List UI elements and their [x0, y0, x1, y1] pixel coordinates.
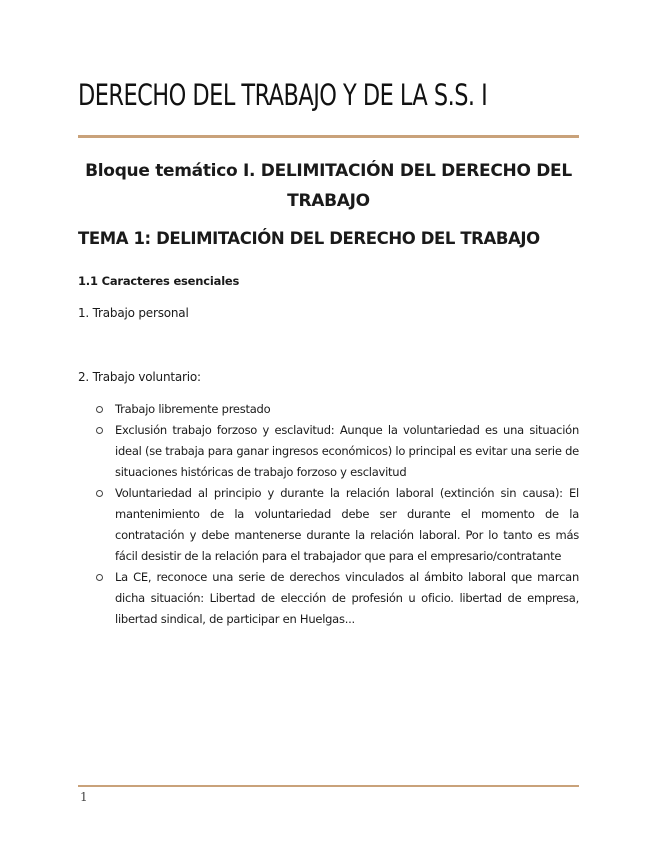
- tema-title: TEMA 1: DELIMITACIÓN DEL DERECHO DEL TRABAJO: [78, 229, 540, 248]
- bullet-item: [96, 483, 579, 567]
- hollow-circle-bullet-icon: [96, 427, 103, 434]
- footer-divider: [78, 785, 579, 787]
- document-title: DERECHO DEL TRABAJO Y DE LA S.S. I: [78, 78, 488, 112]
- block-title: Bloque temático I. DELIMITACIÓN DEL DERECHO DEL TRABAJO: [85, 161, 572, 211]
- section-title: 1.1 Caracteres esenciales: [78, 274, 240, 288]
- bullet-text: Voluntariedad al principio y durante la relación laboral (extinción sin causa): El mantenimiento de la voluntariedad debe ser durante el momento de la contratación y debe mantenerse durante la relación laboral. Por lo tanto es más fácil desistir de la relación para el trabajador que para el empresario/contratante: [115, 486, 579, 563]
- bullet-text: Exclusión trabajo forzoso y esclavitud: Aunque la voluntariedad es una situación ideal (se trabaja para ganar ingresos económicos) lo principal es evitar una serie de situaciones históricas de trabajo forzoso y esclavitud: [115, 423, 579, 479]
- bullet-text: Trabajo libremente prestado: [115, 402, 271, 416]
- list-item-trabajo-personal: 1. Trabajo personal: [78, 306, 189, 320]
- bullet-item: [96, 420, 579, 483]
- list-item-trabajo-voluntario: 2. Trabajo voluntario:: [78, 370, 201, 384]
- bullet-list: [96, 399, 579, 630]
- page-number: 1: [80, 790, 88, 804]
- hollow-circle-bullet-icon: [96, 490, 103, 497]
- bullet-item: [96, 567, 579, 630]
- bullet-item: [96, 399, 579, 420]
- hollow-circle-bullet-icon: [96, 574, 103, 581]
- hollow-circle-bullet-icon: [96, 406, 103, 413]
- bullet-text: La CE, reconoce una serie de derechos vinculados al ámbito laboral que marcan dicha situación: Libertad de elección de profesión u oficio. libertad de empresa, libertad sindical, de participar en Huelgas...: [115, 570, 579, 626]
- title-divider: [78, 135, 579, 138]
